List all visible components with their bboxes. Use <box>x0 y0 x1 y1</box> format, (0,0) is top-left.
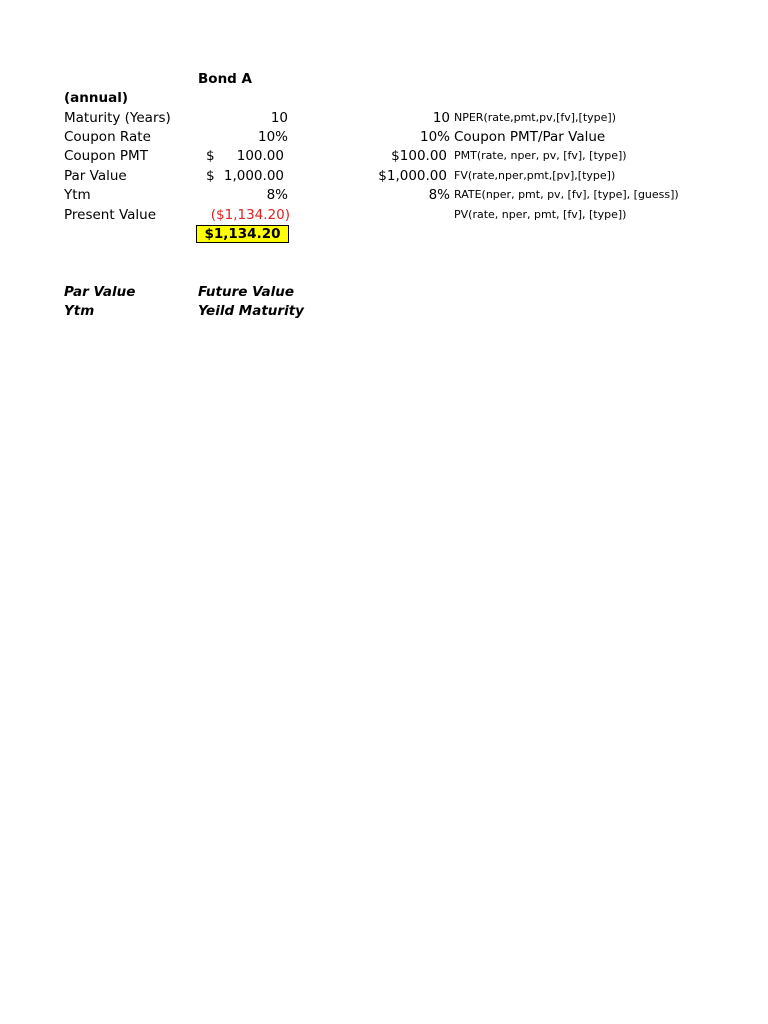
row-label-maturity: Maturity (Years) <box>64 110 171 126</box>
formula-par-value: FV(rate,nper,pmt,[pv],[type]) <box>454 169 616 182</box>
bond-title: Bond A <box>198 71 252 87</box>
bond-a-ytm-value: 8% <box>266 187 288 203</box>
bond-a-coupon-pmt-value: 100.00 <box>236 148 284 164</box>
calc-coupon-pmt-value: $100.00 <box>391 148 447 164</box>
row-label-coupon-pmt: Coupon PMT <box>64 148 148 164</box>
bond-a-coupon-pmt-currency: $ <box>206 148 215 164</box>
glossary-definition-ytm: Yeild Maturity <box>198 303 304 319</box>
formula-present-value: PV(rate, nper, pmt, [fv], [type]) <box>454 208 627 221</box>
calc-maturity-value: 10 <box>432 110 450 126</box>
row-label-ytm: Ytm <box>64 187 91 203</box>
bond-a-coupon-rate-value: 10% <box>257 129 288 145</box>
row-label-par-value: Par Value <box>64 168 127 184</box>
bond-a-par-value-currency: $ <box>206 168 215 184</box>
row-label-present-value: Present Value <box>64 207 157 223</box>
bond-a-present-value-negative: ($1,134.20) <box>210 207 290 223</box>
calc-par-value-value: $1,000.00 <box>378 168 447 184</box>
calc-coupon-rate-value: 10% <box>419 129 450 145</box>
formula-maturity: NPER(rate,pmt,pv,[fv],[type]) <box>454 111 616 124</box>
formula-coupon-rate: Coupon PMT/Par Value <box>454 129 606 145</box>
bond-a-maturity-value: 10 <box>270 110 288 126</box>
formula-coupon-pmt: PMT(rate, nper, pv, [fv], [type]) <box>454 149 627 162</box>
glossary-term-par-value: Par Value <box>64 284 136 300</box>
row-label-coupon-rate: Coupon Rate <box>64 129 151 145</box>
glossary-term-ytm: Ytm <box>64 303 95 319</box>
calc-ytm-value: 8% <box>428 187 450 203</box>
glossary-definition-par-value: Future Value <box>198 284 295 300</box>
formula-ytm: RATE(nper, pmt, pv, [fv], [type], [guess]) <box>454 188 679 201</box>
frequency-label: (annual) <box>64 90 129 106</box>
present-value-result-cell[interactable]: $1,134.20 <box>196 225 289 243</box>
bond-a-par-value-value: 1,000.00 <box>223 168 284 184</box>
